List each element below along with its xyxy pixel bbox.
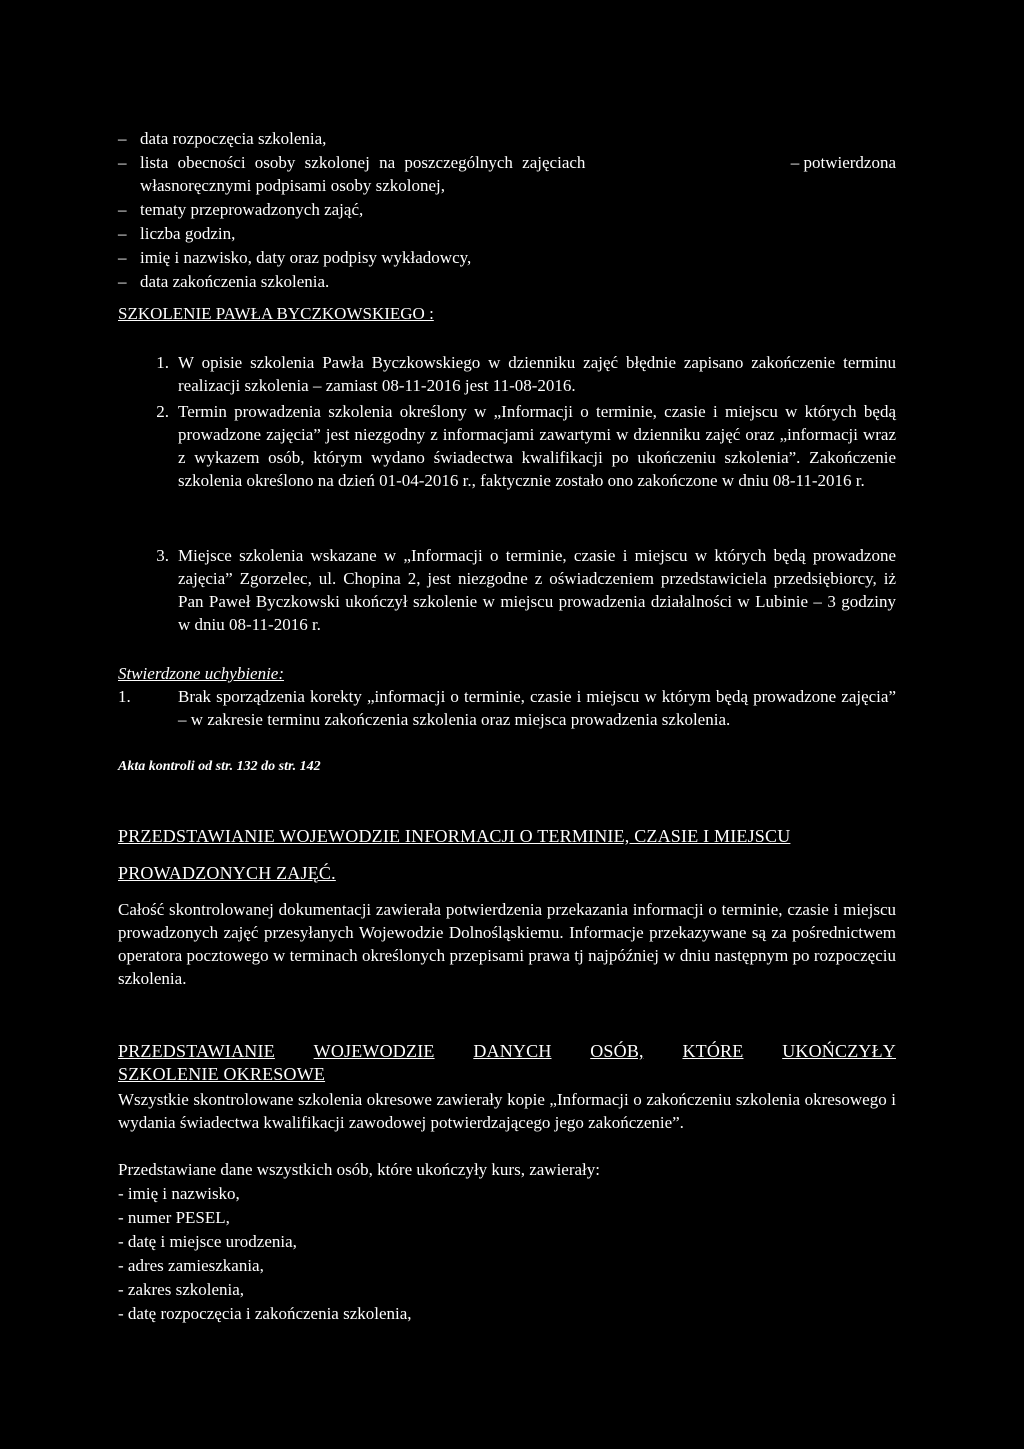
list-item: - datę rozpoczęcia i zakończenia szkolenia, xyxy=(118,1304,412,1323)
section2-heading-line1: PRZEDSTAWIANIE WOJEWODZIE DANYCH OSÓB, KTÓRE UKOŃCZYŁY xyxy=(118,1041,896,1061)
list-item: - adres zamieszkania, xyxy=(118,1256,264,1275)
list-item: – data rozpoczęcia szkolenia, xyxy=(118,129,327,148)
list-item: – tematy przeprowadzonych zająć, xyxy=(118,200,364,219)
section1-heading-line2: PROWADZONYCH ZAJĘĆ. xyxy=(118,863,336,883)
list-item: – lista obecności osoby szkolonej na poszczególnych zajęciach – potwierdzona xyxy=(118,153,896,172)
uchybienie-heading: Stwierdzone uchybienie: xyxy=(118,664,285,683)
pawel-point-2: 2. Termin prowadzenia szkolenia określony w „Informacji o terminie, czasie i miejscu w których będą prowadzone zajęcia” jest niezgodny z informacjami zawartymi w dzienniku zajęć oraz „informacji wraz z wykazem osób, którym wydano świadectwa kwalifikacji po ukończeniu szkolenia”. Zakończenie szkolenia określono na dzień 01-04-2016 r., faktycznie zostało ono zakończone w dniu 08-11-2016 r. xyxy=(156,402,896,490)
list-item: - zakres szkolenia, xyxy=(118,1280,245,1299)
pawel-point-1: 1. W opisie szkolenia Pawła Byczkowskiego w dzienniku zajęć błędnie zapisano zakończenie terminu realizacji szkolenia – zamiast 08-11-2016 jest 11-08-2016. xyxy=(156,353,896,395)
list-item: - imię i nazwisko, xyxy=(118,1184,240,1203)
list-item: – liczba godzin, xyxy=(118,224,236,243)
top-list xyxy=(118,127,896,293)
section1-paragraph: Całość skontrolowanej dokumentacji zawierała potwierdzenia przekazania informacji o terminie, czasie i miejscu prowadzonych zajęć przesyłanych Wojewodzie Dolnośląskiemu. Informacje przekazywane są za pośrednictwem operatora pocztowego w terminach określonych przepisami prawa tj najpóźniej w dniu następnym po rozpoczęciu szkolenia. xyxy=(118,900,896,988)
section1-heading-line1: PRZEDSTAWIANIE WOJEWODZIE INFORMACJI O TERMINIE, CZASIE I MIEJSCU xyxy=(118,826,791,846)
list-item: - numer PESEL, xyxy=(118,1208,230,1227)
list-item: – data zakończenia szkolenia. xyxy=(118,272,330,291)
list-item: – imię i nazwisko, daty oraz podpisy wykładowcy, xyxy=(118,248,472,267)
pawel-heading: SZKOLENIE PAWŁA BYCZKOWSKIEGO : xyxy=(118,304,434,323)
pawel-point-3: 3. Miejsce szkolenia wskazane w „Informacji o terminie, czasie i miejscu w których będą prowadzone zajęcia” Zgorzelec, ul. Chopina 2, jest niezgodne z oświadczeniem przedstawiciela przedsiębiorcy, iż Pan Paweł Byczkowski ukończył szkolenie w miejscu prowadzenia działalności w Lubinie – 3 godziny w dniu 08-11-2016 r. xyxy=(156,546,896,634)
section2-list xyxy=(118,1182,896,1325)
list-item: - datę i miejsce urodzenia, xyxy=(118,1232,297,1251)
uchybienie-point: 1. Brak sporządzenia korekty „informacji o terminie, czasie i miejscu w którym będą prowadzone zajęcia” – w zakresie terminu zakończenia szkolenia oraz miejsca prowadzenia szkolenia. xyxy=(118,687,896,729)
akta-reference: Akta kontroli od str. 132 do str. 142 xyxy=(118,759,321,774)
list-item-continuation: własnoręcznymi podpisami osoby szkolonej, xyxy=(140,176,446,195)
section2-heading-line2: SZKOLENIE OKRESOWE xyxy=(118,1064,326,1084)
section2-intro: Przedstawiane dane wszystkich osób, które ukończyły kurs, zawierały: xyxy=(118,1160,600,1179)
section2-paragraph: Wszystkie skontrolowane szkolenia okresowe zawierały kopie „Informacji o zakończeniu szkolenia okresowego i wydania świadectwa kwalifikacji zawodowej potwierdzającego jego zakończenie”. xyxy=(118,1090,896,1132)
